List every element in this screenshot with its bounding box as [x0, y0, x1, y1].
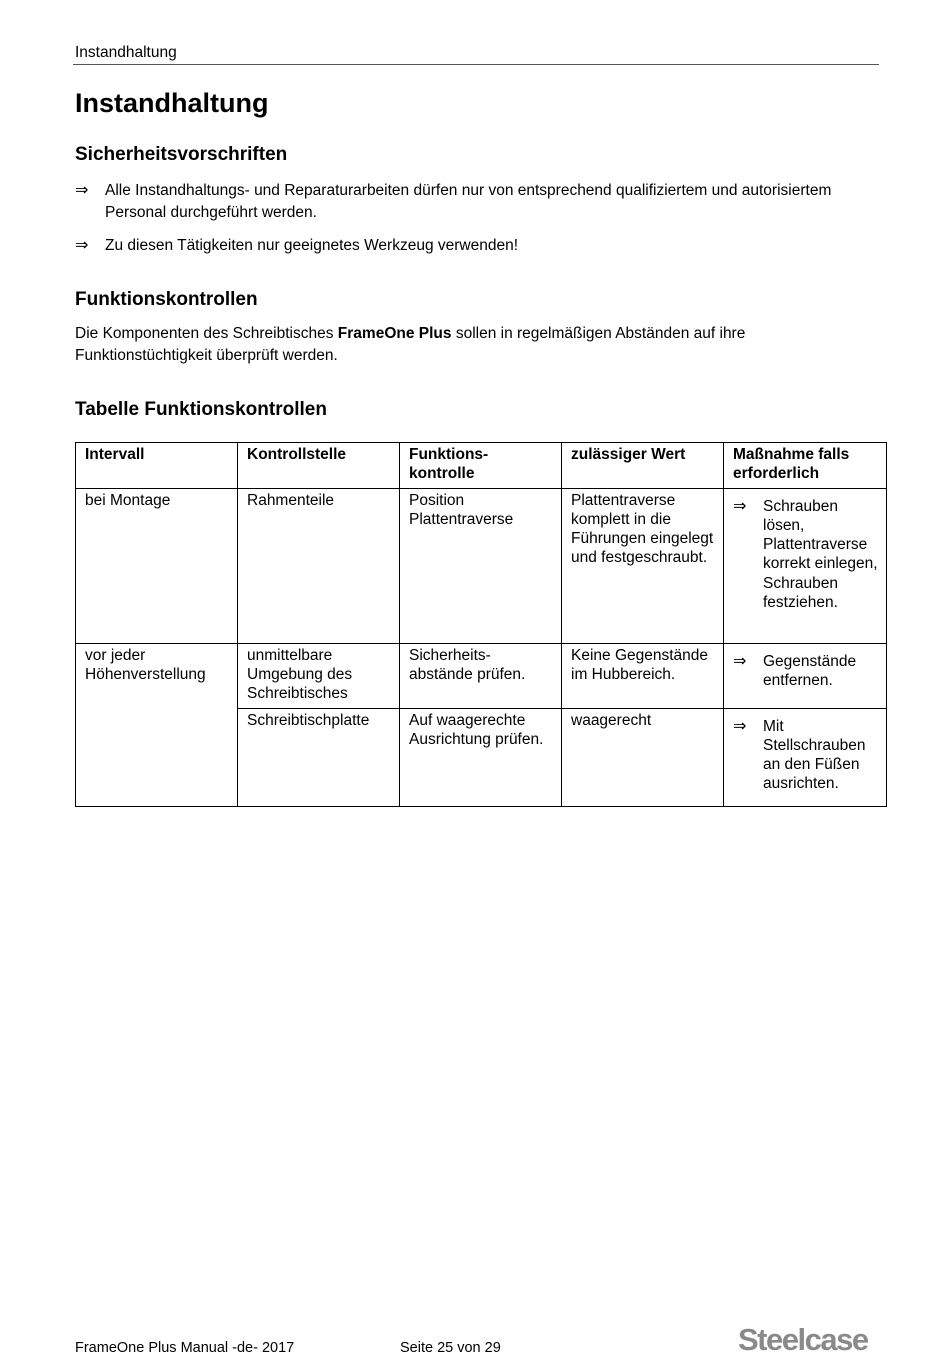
function-checks-heading: Funktionskontrollen [75, 289, 258, 310]
table-cell: Plattentraverse komplett in die Führungen eingelegt und festgeschraubt. [562, 488, 724, 643]
column-header: Kontrollstelle [238, 443, 400, 489]
arrow-icon: ⇒ [733, 652, 747, 670]
table-cell [724, 488, 887, 643]
table-cell: Auf waagerechte Ausrichtung prüfen. [400, 708, 562, 806]
measure-text: Schrauben lösen, Plattentraverse korrekt einlegen, Schrauben festziehen. [763, 497, 878, 612]
table-row [76, 488, 887, 643]
table-cell: vor jeder Höhenverstellung [76, 643, 238, 806]
table-cell: Keine Gegenstände im Hubbereich. [562, 643, 724, 708]
safety-heading: Sicherheitsvorschriften [75, 144, 288, 165]
footer-manual-title: FrameOne Plus Manual -de- 2017 [75, 1340, 295, 1356]
table-header-row [76, 443, 887, 489]
table-row [76, 643, 887, 708]
arrow-icon: ⇒ [75, 182, 89, 199]
page-title: Instandhaltung [75, 88, 269, 118]
table-cell: Rahmenteile [238, 488, 400, 643]
paragraph-text: Die Komponenten des Schreibtisches [75, 325, 338, 342]
table-cell: Sicherheits- abstände prüfen. [400, 643, 562, 708]
safety-item [75, 235, 835, 257]
column-header: Funktions- kontrolle [400, 443, 562, 489]
running-header: Instandhaltung [75, 44, 177, 61]
safety-item [75, 180, 835, 224]
product-name: FrameOne Plus [337, 325, 452, 342]
steelcase-logo: Steelcase [738, 1322, 868, 1357]
table-cell [724, 643, 887, 708]
column-header: Maßnahme falls erforderlich [724, 443, 887, 489]
table-cell: bei Montage [76, 488, 238, 643]
table-cell [724, 708, 887, 806]
table-cell: Schreibtischplatte [238, 708, 400, 806]
arrow-icon: ⇒ [733, 717, 747, 735]
table-cell: Position Plattentraverse [400, 488, 562, 643]
column-header: zulässiger Wert [562, 443, 724, 489]
arrow-icon: ⇒ [75, 237, 89, 254]
table-cell: waagerecht [562, 708, 724, 806]
measure-text: Mit Stellschrauben an den Füßen ausrichten. [763, 717, 866, 793]
safety-item-text: Alle Instandhaltungs- und Reparaturarbeiten dürfen nur von entsprechend qualifiziertem und autorisiertem Personal durchgeführt werden. [105, 182, 832, 221]
table-heading: Tabelle Funktionskontrollen [75, 399, 327, 420]
function-checks-paragraph [75, 323, 845, 367]
function-checks-table [75, 442, 887, 807]
column-header: Intervall [76, 443, 238, 489]
safety-item-text: Zu diesen Tätigkeiten nur geeignetes Werkzeug verwenden! [105, 237, 519, 254]
measure-text: Gegenstände entfernen. [763, 652, 857, 689]
arrow-icon: ⇒ [733, 497, 747, 515]
paragraph-text: sollen in regelmäßigen Abständen auf ihre Funktionstüchtigkeit überprüft werden. [75, 325, 746, 364]
table-cell: unmittelbare Umgebung des Schreibtisches [238, 643, 400, 708]
header-divider [73, 64, 879, 65]
footer-page-number: Seite 25 von 29 [400, 1340, 501, 1356]
